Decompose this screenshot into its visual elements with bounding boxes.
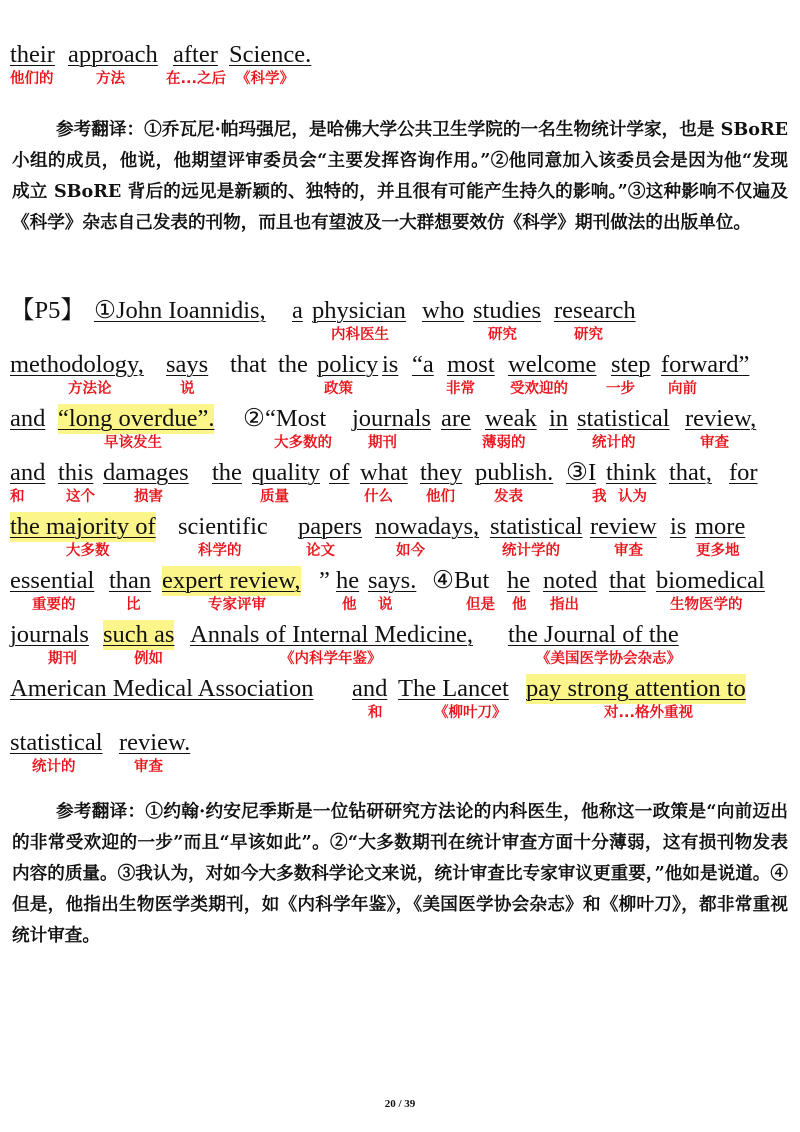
gloss-line-p5-3 <box>10 404 790 458</box>
word: journals <box>10 621 89 648</box>
gloss-line-p5-6 <box>10 566 790 620</box>
journal-title: The Lancet <box>398 675 509 702</box>
word: scientific <box>178 513 268 540</box>
word: what <box>360 459 408 486</box>
journal-title: American Medical Association <box>10 675 314 702</box>
gloss: 他们的 <box>10 71 54 87</box>
gloss: 专家评审 <box>208 597 266 613</box>
gloss: 他们 <box>426 489 455 505</box>
word: statistical <box>10 729 103 756</box>
word: review. <box>119 729 191 756</box>
word: ④But <box>432 567 490 594</box>
gloss: 和 <box>10 489 25 505</box>
gloss: 《美国医学协会杂志》 <box>536 651 681 667</box>
gloss: 但是 <box>466 597 495 613</box>
word: their <box>10 41 55 68</box>
gloss-line-p5-2 <box>10 350 790 404</box>
journal-title: the Journal of the <box>508 621 679 648</box>
word: and <box>10 405 46 432</box>
gloss-line-p5-7 <box>10 620 790 674</box>
word: of <box>329 459 350 486</box>
word: is <box>670 513 687 540</box>
word: nowadays, <box>375 513 480 540</box>
gloss: 审查 <box>614 543 643 559</box>
gloss: 《柳叶刀》 <box>434 705 507 721</box>
gloss: 论文 <box>306 543 335 559</box>
highlighted-phrase: such as <box>103 621 175 648</box>
word: most <box>447 351 495 378</box>
word: they <box>420 459 463 486</box>
current-page: 20 <box>384 1098 396 1110</box>
highlighted-phrase: expert review, <box>162 567 301 594</box>
gloss: 方法 <box>96 71 125 87</box>
gloss: 和 <box>368 705 383 721</box>
gloss: 期刊 <box>48 651 77 667</box>
word: that <box>230 351 267 378</box>
gloss: 他 <box>512 597 527 613</box>
word: weak <box>485 405 537 432</box>
word: that, <box>669 459 712 486</box>
word: damages <box>103 459 189 486</box>
gloss: 他 <box>342 597 357 613</box>
gloss-line-p5-8 <box>10 674 790 728</box>
word: quality <box>252 459 321 486</box>
word: forward” <box>661 351 750 378</box>
gloss: 在...之后 <box>166 71 227 87</box>
word: and <box>10 459 46 486</box>
gloss: 《内科学年鉴》 <box>280 651 382 667</box>
word: papers <box>298 513 362 540</box>
gloss: 审查 <box>700 435 729 451</box>
word: biomedical <box>656 567 765 594</box>
gloss: 生物医学的 <box>670 597 743 613</box>
page-separator: / <box>398 1098 402 1110</box>
gloss: 大多数的 <box>274 435 332 451</box>
word: ③I <box>566 459 597 486</box>
gloss: 统计的 <box>592 435 636 451</box>
gloss-line-p5-1 <box>10 296 790 350</box>
word: studies <box>473 297 542 324</box>
journal-title: Annals of Internal Medicine, <box>190 621 474 648</box>
gloss: 向前 <box>668 381 697 397</box>
highlighted-phrase: pay strong attention to <box>526 675 746 702</box>
word: who <box>422 297 465 324</box>
word: a <box>292 297 303 324</box>
gloss: 例如 <box>134 651 163 667</box>
gloss: 内科医生 <box>331 327 389 343</box>
word: is <box>382 351 399 378</box>
gloss: 期刊 <box>368 435 397 451</box>
word: and <box>352 675 388 702</box>
gloss: 研究 <box>488 327 517 343</box>
gloss: 发表 <box>494 489 523 505</box>
word: publish. <box>475 459 554 486</box>
gloss: 大多数 <box>66 543 110 559</box>
gloss: 统计的 <box>32 759 76 775</box>
gloss: 说 <box>378 597 393 613</box>
gloss: 审查 <box>134 759 163 775</box>
gloss-line-p5-5 <box>10 512 790 566</box>
gloss: 方法论 <box>68 381 112 397</box>
gloss: 什么 <box>364 489 393 505</box>
word: welcome <box>508 351 597 378</box>
word: review <box>590 513 657 540</box>
gloss: 我 <box>592 489 607 505</box>
gloss: 重要的 <box>32 597 76 613</box>
gloss: 政策 <box>324 381 353 397</box>
gloss-line-p5-9 <box>10 728 790 782</box>
word: Science. <box>229 41 312 68</box>
word: review, <box>685 405 757 432</box>
gloss: 薄弱的 <box>482 435 526 451</box>
gloss: 如今 <box>396 543 425 559</box>
word: noted <box>543 567 598 594</box>
gloss: 这个 <box>66 489 95 505</box>
gloss: 受欢迎的 <box>510 381 568 397</box>
word: journals <box>352 405 431 432</box>
word: think <box>606 459 657 486</box>
word: for <box>729 459 758 486</box>
word: than <box>109 567 152 594</box>
word: “a <box>412 351 434 378</box>
page-number <box>0 1098 800 1110</box>
gloss: 比 <box>126 597 141 613</box>
highlighted-phrase: the majority of <box>10 513 156 540</box>
gloss: 质量 <box>260 489 289 505</box>
word: ①John Ioannidis, <box>94 297 266 324</box>
word: says <box>166 351 209 378</box>
word: this <box>58 459 94 486</box>
gloss: 认为 <box>618 489 647 505</box>
word: says. <box>368 567 417 594</box>
gloss: 早该发生 <box>104 435 162 451</box>
total-pages: 39 <box>404 1098 416 1110</box>
word: more <box>695 513 746 540</box>
word: after <box>173 41 218 68</box>
word: statistical <box>490 513 583 540</box>
gloss: 一步 <box>606 381 635 397</box>
word: methodology, <box>10 351 144 378</box>
word: are <box>441 405 471 432</box>
word: the <box>278 351 308 378</box>
gloss: 对...格外重视 <box>604 705 694 721</box>
gloss: 非常 <box>446 381 475 397</box>
word: essential <box>10 567 95 594</box>
paragraph-label: 【P5】 <box>10 297 85 324</box>
gloss: 统计学的 <box>502 543 560 559</box>
reference-translation-1: 参考翻译：①乔瓦尼·帕玛强尼，是哈佛大学公共卫生学院的一名生物统计学家，也是 SBoRE 小组的成员，他说，他期望评审委员会“主要发挥咨询作用。”②他同意加入该委员会是因为他“发现成立 SBoRE 背后的远见是新颖的、独特的，并且很有可能产生持久的影响。”③这种影响不仅遍及《科学》杂志自己发表的刊物，而且也有望波及一大群想要效仿《科学》期刊做法的出版单位。 <box>12 119 788 233</box>
gloss: 研究 <box>574 327 603 343</box>
word: he <box>507 567 531 594</box>
word: the <box>212 459 242 486</box>
gloss: 《科学》 <box>236 71 294 87</box>
gloss-line-p5-4 <box>10 458 790 512</box>
word: he <box>336 567 360 594</box>
word: research <box>554 297 636 324</box>
reference-translation-2: 参考翻译：①约翰·约安尼季斯是一位钻研研究方法论的内科医生，他称这一政策是“向前迈出的非常受欢迎的一步”而且“早该如此”。②“大多数期刊在统计审查方面十分薄弱，这有损刊物发表内容的质量。③我认为，对如今大多数科学论文来说，统计审查比专家审议更重要，”他如是说道。④但是，他指出生物医学类期刊，如《内科学年鉴》，《美国医学协会杂志》和《柳叶刀》，都非常重视统计审查。 <box>12 801 788 946</box>
gloss-line-0 <box>10 40 790 94</box>
word: physician <box>312 297 406 324</box>
word: ②“Most <box>243 405 327 432</box>
word: in <box>549 405 569 432</box>
word: approach <box>68 41 158 68</box>
gloss: 损害 <box>134 489 163 505</box>
word: step <box>611 351 651 378</box>
gloss: 更多地 <box>696 543 740 559</box>
gloss: 说 <box>180 381 195 397</box>
word: that <box>609 567 646 594</box>
word: statistical <box>577 405 670 432</box>
word: policy <box>317 351 379 378</box>
gloss: 科学的 <box>198 543 242 559</box>
highlighted-phrase: “long overdue”. <box>58 405 215 432</box>
gloss: 指出 <box>550 597 579 613</box>
word: ” <box>319 567 330 594</box>
